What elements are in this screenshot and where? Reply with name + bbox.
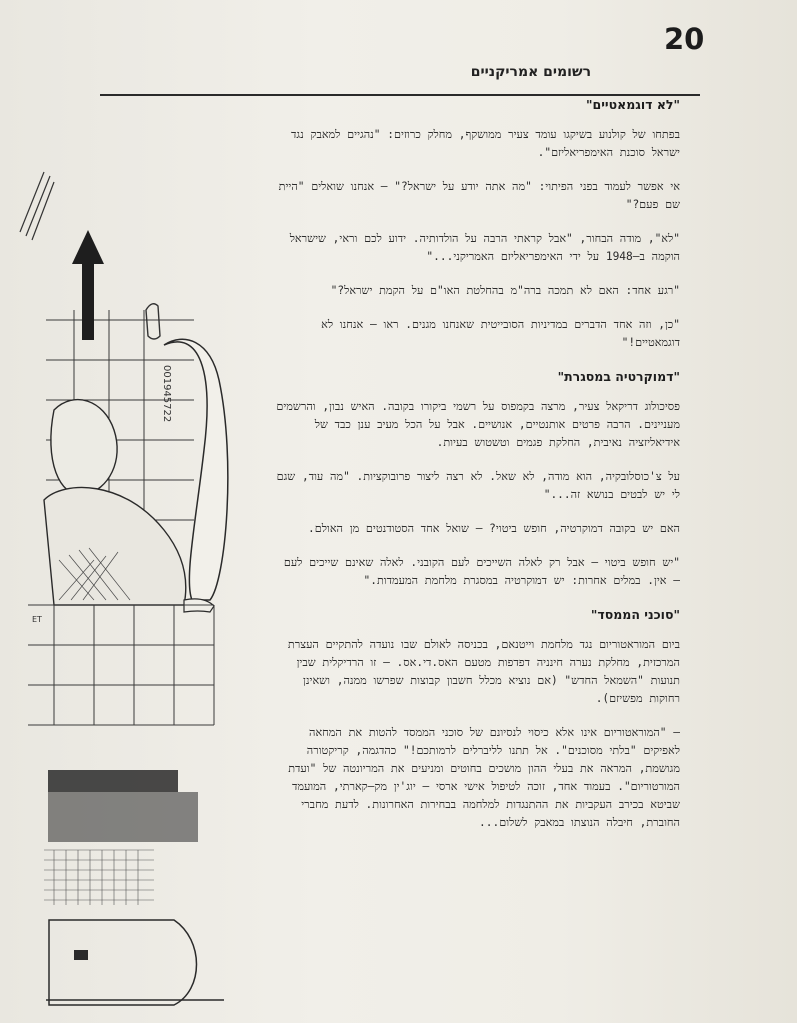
- section-sochnei-hamimsad: [272, 606, 680, 832]
- paragraph: – "המוראטוריום אינו אלא כיסוי לנסיונם של סוכני הממסד להטות את המחאה לאפיקים "בלתי מסוכנים". אל תתנו לליברלים לרמותכם!" כהדגמה, קריקטורה מגושמת, המראה את בעלי ההון מושכים בחוטים ומניעים את המריונטה של "ועדת המורטוריום". בעמוד אחד, זוכה לטיפול אישי ארסי – יוג'ין מק–קארתי, המועמד שביטא בכירב העקביות את ההתנגדות למלחמה בבחירות האחרונות. לדעת מחברי החוברת, חיבלה הנוצתו במאבק לשלום...: [288, 726, 680, 829]
- prisoner-number: 001945722: [161, 365, 172, 423]
- artist-initials: ET: [32, 615, 42, 624]
- page-number: 20: [664, 22, 705, 56]
- section-lo-dogmatiim: [272, 96, 680, 352]
- paragraph: בפתחו של קולנוע בשיקגו עומד צעיר ממושקף, מחלק כרוזים: "נהגיים למאבק נגד ישראל סוכנת האימפריאליזם".: [291, 128, 680, 159]
- section-heading: "לא דוגמאטיים": [586, 97, 680, 112]
- up-arrow-icon: [72, 230, 104, 340]
- tiled-floor: [28, 605, 214, 725]
- running-title: רשומים אמריקניים: [470, 64, 591, 80]
- section-heading: "דמוקרטיה במסגרת": [557, 369, 680, 384]
- bottom-tiles: [44, 850, 154, 905]
- section-democratia: [272, 368, 680, 590]
- section-heading: "סוכני הממסד": [590, 607, 680, 622]
- paragraph: "יש חופש ביטוי – אבל רק לאלה השייכים לעם הקובני. לאלה שאינם שייכים לעם – אין. במלים אחרות: יש דמוקרטיה במסגרת מלחמת המעמדות.": [283, 556, 680, 587]
- paragraph: על צ'כוסלובקיה, הוא מודה, לא שאל. לא רצה ליצור פרובוקציות. "מה עוד, שגם לי יש לבטים בנושא זה...": [276, 470, 680, 501]
- article-column: [272, 96, 680, 848]
- paragraph: "לא", מודה הבחור, "אבל קראתי הרבה על הולדותיה. ידוע לכם וראי, שישראל הוקמה ב–1948 על ידי האימפריאליזם האמריקני...": [289, 232, 680, 263]
- paragraph: האם יש בקובה דמוקרטיה, חופש ביטוי? – שואל אחד הסטודנטים מן האולם.: [308, 522, 680, 535]
- paragraph: פסיכולוג דריקאל צעיר, מרצה בקמפוס על רשמי ביקורו בקובה. האיש נבון, והרשמים מעניינים. הרבה פרטים אותנטיים, אנושיים. אבל על הכל מעיב ענן כבד של אידיאליזציה נאיבית, החלקת פגמים וטשטוש בעיות.: [276, 400, 680, 449]
- paragraph: ביום המוראטוריום נגד מלחמת וייטנאם, בכניסה לאולם שבו נועדה להתקיים העצרת המרכזית, מחלקת נערה חינניה דפדפות מטעם האס.די.אס. – זו הרדיקלית שבין תנועות "השמאל החדש" (אם נוציא מכלל חשבון קבוצות שפרשו ממנה, ושאינן רחוקות מפשיזם).: [287, 638, 680, 705]
- paragraph: "כן, וזה אחד הדברים במדיניות הסובייטית שאנחנו מגנים. ראו – אנחנו לא דוגמאטיים!": [321, 318, 680, 349]
- scratch-marks: [20, 172, 54, 240]
- paragraph: "רגע אחד: האם לא תמכה ברה"מ בהחלטת האו"ם על הקמת ישראל?": [330, 284, 680, 297]
- prisoner-illustration: [14, 160, 264, 1010]
- paragraph: אי אפשר לעמוד בפני הפיתוי: "מה אתה יודע על ישראל?" – אנחנו שואלים "היית שם פעם?": [278, 180, 680, 211]
